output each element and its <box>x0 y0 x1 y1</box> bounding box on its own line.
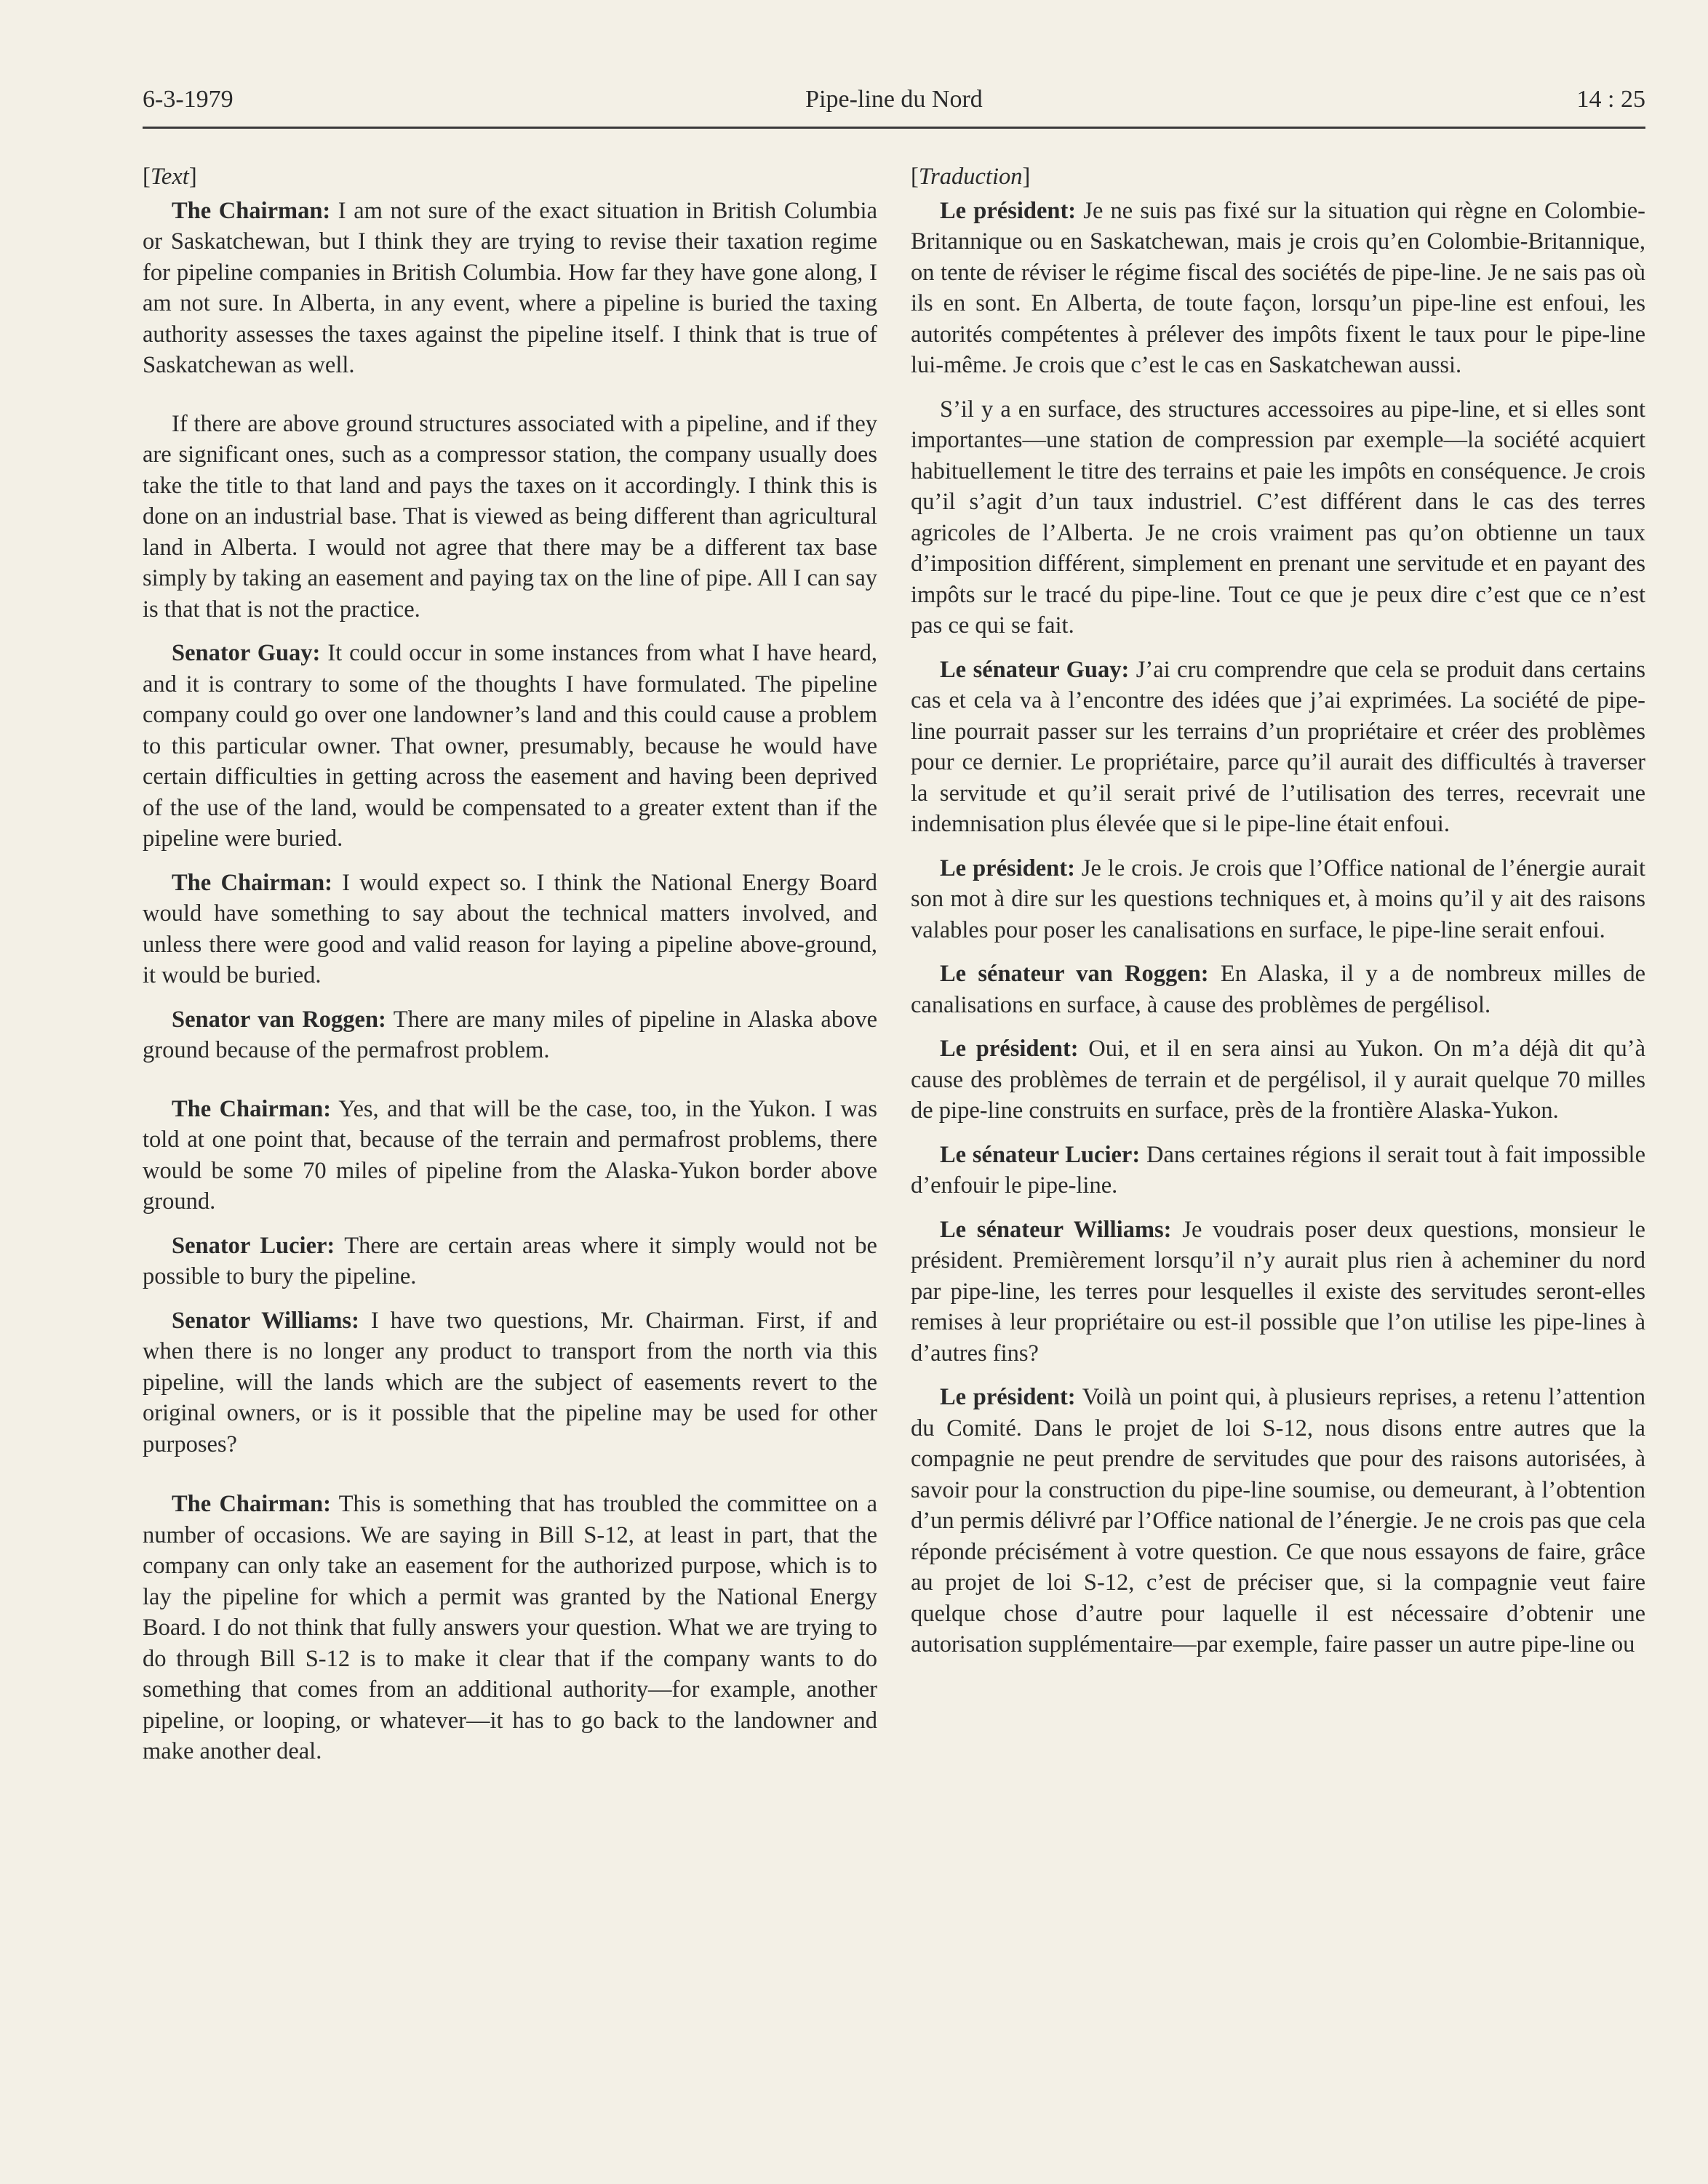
paragraph: Le président: Je le crois. Je crois que l’Office national de l’énergie aurait son mot à dire sur les questions techniques et, à moins qu’il y ait des raisons valables pour poser les canalisations en surface, le pipe-line serait enfoui. <box>911 855 1645 943</box>
paragraph: Le président: Je ne suis pas fixé sur la situation qui règne en Colombie-Britannique ou en Saskatchewan, mais je crois qu’en Colombie-Britannique, on tente de réviser le régime fiscal des sociétés de pipe-line. Je ne sais pas où ils en sont. En Alberta, de toute façon, lorsqu’un pipe-line est enfoui, les autorités compétentes à prélever des impôts fixent le taux pour le pipe-line lui-même. Je crois que c’est le cas en Saskatchewan aussi. <box>911 197 1645 378</box>
speaker: Le président: <box>940 197 1077 224</box>
speaker: Senator Lucier: <box>172 1232 335 1259</box>
paragraph: Le président: Voilà un point qui, à plusieurs reprises, a retenu l’attention du Comité. Dans le projet de loi S-12, nous disons entre autres que la compagnie ne peut prendre de servitudes que pour des raisons autorisées, à savoir pour la construction du pipe-line soumise, ou demeurant, à l’obtention d’un permis délivré par l’Office national de l’énergie. Je ne crois pas que cela réponde précisément à votre question. Ce que nous essayons de faire, grâce au projet de loi S-12, c’est de préciser que, si la compagnie veut faire quelque chose d’autre pour laquelle il est nécessaire d’obtenir une autorisation supplémentaire—par exemple, faire passer un autre pipe-line ou <box>911 1384 1645 1657</box>
french-column <box>911 161 1645 1673</box>
paragraph: Le sénateur van Roggen: En Alaska, il y a de nombreux milles de canalisations en surface, à cause des problèmes de pergélisol. <box>911 961 1646 1018</box>
speaker: Le président: <box>940 1384 1076 1410</box>
speaker: Le président: <box>940 855 1075 881</box>
header-title: Pipe-line du Nord <box>805 86 983 113</box>
paragraph: Le sénateur Guay: J’ai cru comprendre que cela se produit dans certains cas et cela va à l’encontre des idées que j’ai exprimées. La société de pipe-line pourrait passer sur les terrains d’un propriétaire et créer des problèmes pour ce dernier. Le propriétaire, parce qu’il aurait des difficultés à traverser la servitude et qu’il serait privé de l’utilisation des terres, recevrait une indemnisation plus élevée que si le pipe-line était enfoui. <box>911 656 1646 837</box>
english-label: [Text] <box>143 164 197 190</box>
speaker: Le sénateur van Roggen: <box>940 961 1209 987</box>
paragraph: S’il y a en surface, des structures accessoires au pipe-line, et si elles sont importantes—une station de compression par exemple—la société acquiert habituellement le titre des terrains et paie les impôts en conséquence. Je crois qu’il s’agit d’un taux industriel. C’est différent dans le cas des terres agricoles de l’Alberta. Je ne crois vraiment pas qu’on obtienne un taux d’imposition différent, simplement en prenant une servitude et en payant des impôts sur le tracé du pipe-line. Tout ce que je peux dire c’est que ce n’est pas ce qui se fait. <box>911 396 1645 639</box>
speaker: Le sénateur Guay: <box>940 656 1130 683</box>
speaker: Le sénateur Williams: <box>940 1216 1172 1243</box>
header-date: 6-3-1979 <box>143 86 234 113</box>
french-label: [Traduction] <box>911 164 1031 190</box>
speaker: The Chairman: <box>172 1491 331 1517</box>
paragraph: Senator Williams: I have two questions, Mr. Chairman. First, if and when there is no longer any product to transport from the north via this pipeline, will the lands which are the subject of easements revert to the original owners, or is it possible that the pipeline may be used for other purposes? <box>143 1307 878 1457</box>
speaker: Senator Guay: <box>172 640 321 666</box>
paragraph: The Chairman: This is something that has troubled the committee on a number of occasions. We are saying in Bill S-12, at least in part, that the company can only take an easement for the authorized purpose, which is to lay the pipeline for which a permit was granted by the National Energy Board. I do not think that fully answers your question. What we are trying to do through Bill S-12 is to make it clear that if the company wants to do something that comes from an additional authority—for example, another pipeline, or looping, or whatever—it has to go back to the landowner and make another deal. <box>143 1491 877 1764</box>
paragraph: Le président: Oui, et il en sera ainsi au Yukon. On m’a déjà dit qu’à cause des problèmes de terrain et de pergélisol, il y aurait quelque 70 milles de pipe-line construits en surface, près de la frontière Alaska-Yukon. <box>911 1036 1645 1124</box>
paragraph: Le sénateur Lucier: Dans certaines régions il serait tout à fait impossible d’enfouir le pipe-line. <box>911 1141 1645 1199</box>
running-header <box>143 86 1645 129</box>
paragraph: Senator van Roggen: There are many miles of pipeline in Alaska above ground because of the permafrost problem. <box>143 1006 877 1063</box>
speaker: Senator van Roggen: <box>172 1006 386 1033</box>
paragraph: Senator Guay: It could occur in some instances from what I have heard, and it is contrary to some of the thoughts I have formulated. The pipeline company could go over one landowner’s land and this could cause a problem to this particular owner. That owner, presumably, because he would have certain difficulties in getting across the easement and having been deprived of the use of the land, would be compensated to a greater extent than if the pipeline were buried. <box>143 640 877 852</box>
speaker: Le sénateur Lucier: <box>940 1141 1141 1168</box>
speaker: The Chairman: <box>172 1095 332 1122</box>
speaker: Le président: <box>940 1036 1079 1062</box>
paragraph: Senator Lucier: There are certain areas where it simply would not be possible to bury the pipeline. <box>143 1232 877 1289</box>
header-page-number: 14 : 25 <box>1576 86 1645 113</box>
paragraph: The Chairman: Yes, and that will be the case, too, in the Yukon. I was told at one point that, because of the terrain and permafrost problems, there would be some 70 miles of pipeline from the Alaska-Yukon border above ground. <box>143 1095 877 1215</box>
speaker: The Chairman: <box>172 869 332 896</box>
paragraph: The Chairman: I am not sure of the exact situation in British Columbia or Saskatchewan, but I think they are trying to revise their taxation regime for pipeline companies in British Columbia. How far they have gone along, I am not sure. In Alberta, in any event, where a pipeline is buried the taxing authority assesses the taxes against the pipeline itself. I think that is true of Saskatchewan as well. <box>143 197 877 378</box>
paragraph: The Chairman: I would expect so. I think the National Energy Board would have something to say about the technical matters involved, and unless there were good and valid reason for laying a pipeline above-ground, it would be buried. <box>143 869 877 988</box>
paragraph: Le sénateur Williams: Je voudrais poser deux questions, monsieur le président. Premièrement lorsqu’il n’y aurait plus rien à acheminer du nord par pipe-line, les terres pour lesquelles il existe des servitudes seront-elles remises à leur propriétaire ou est-il possible que l’on utilise les pipe-lines à d’autres fins? <box>911 1216 1645 1367</box>
paragraph: If there are above ground structures associated with a pipeline, and if they are significant ones, such as a compressor station, the company usually does take the title to that land and pays the taxes on it accordingly. I think this is done on an industrial base. That is viewed as being different than agricultural land in Alberta. I would not agree that there may be a different tax base simply by taking an easement and paying tax on the line of pipe. All I can say is that that is not the practice. <box>143 410 877 623</box>
english-column <box>143 161 877 1780</box>
speaker: Senator Williams: <box>172 1307 359 1334</box>
speaker: The Chairman: <box>172 197 331 224</box>
